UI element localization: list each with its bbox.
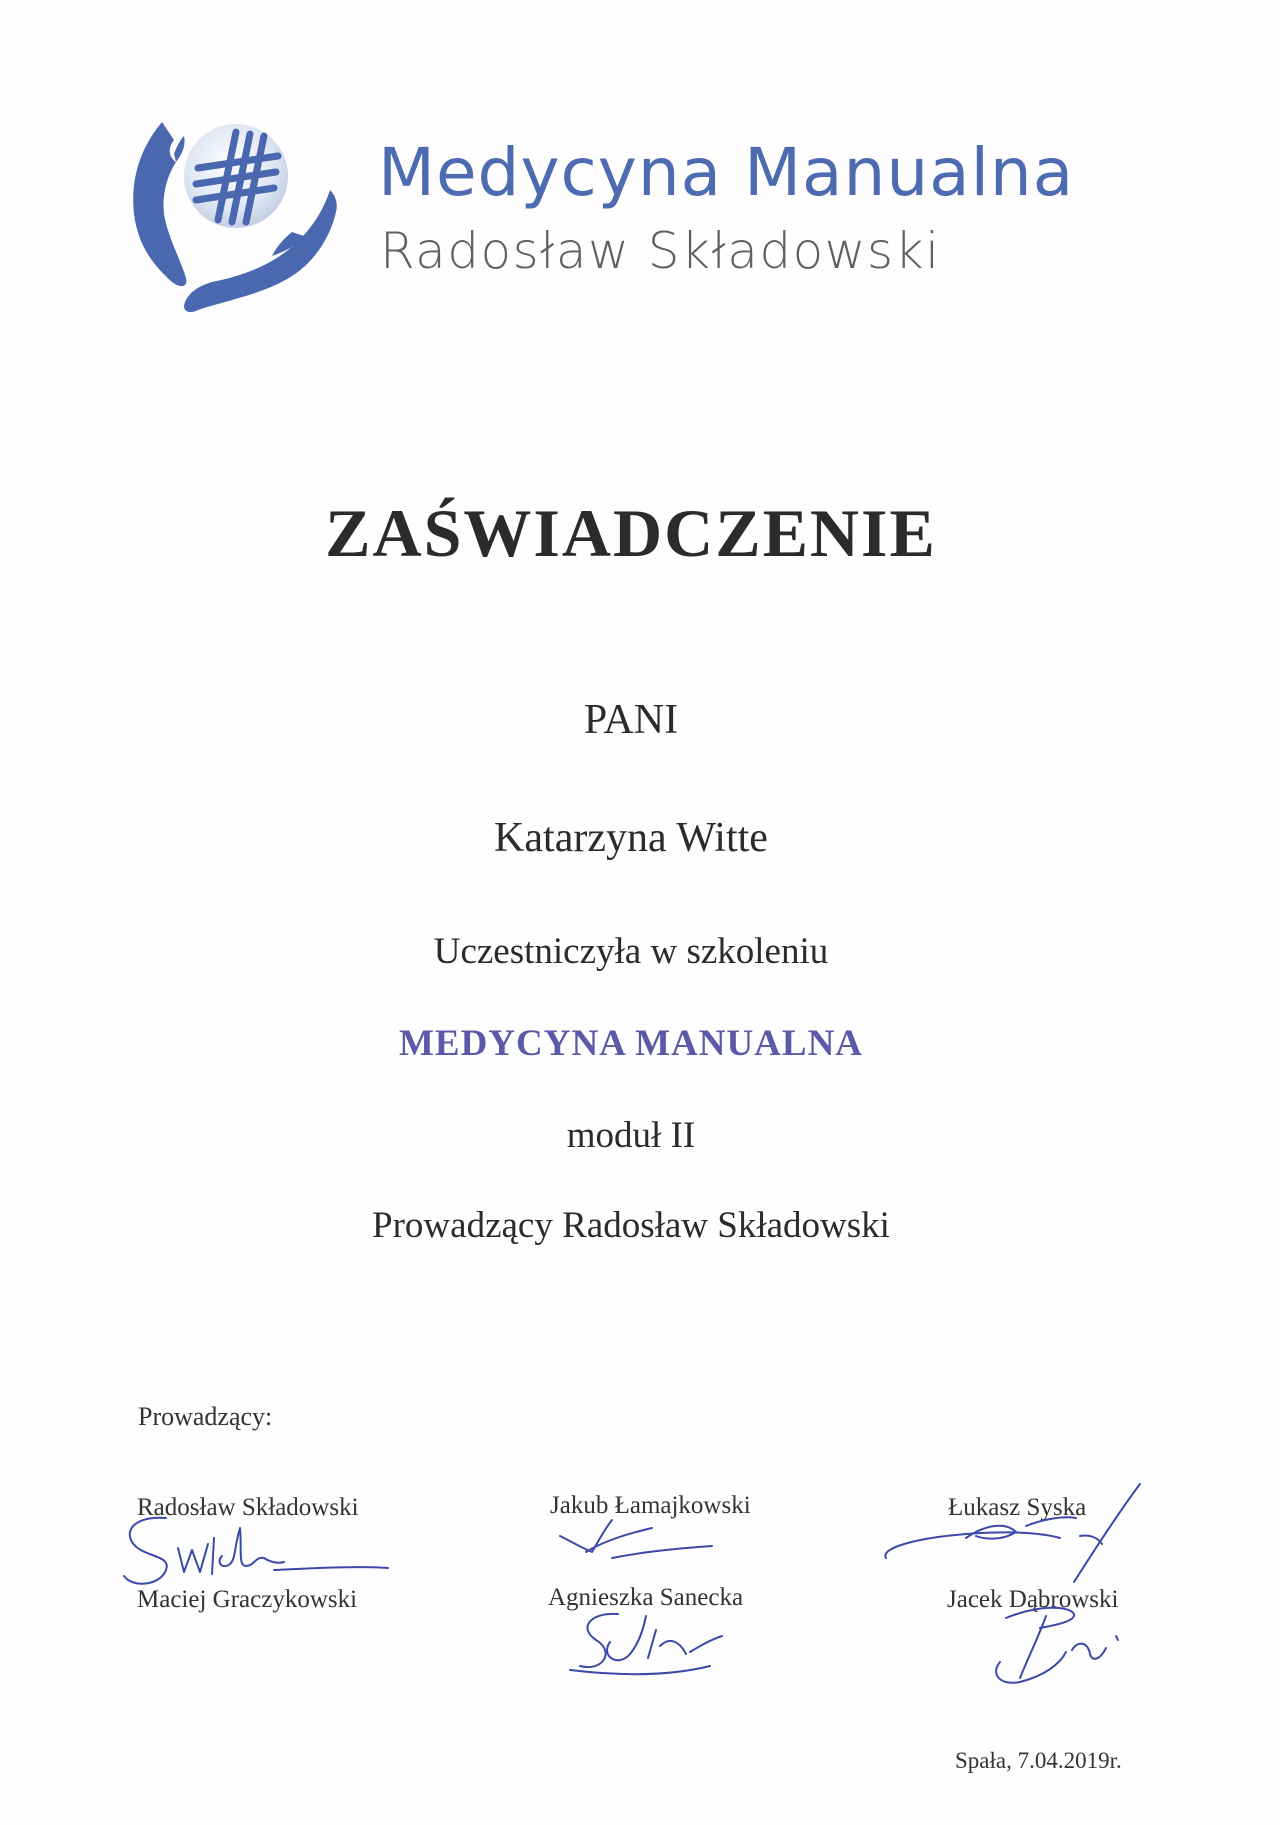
place-and-date: Spała, 7.04.2019r. <box>955 1748 1122 1773</box>
brand-subtitle: Radosław Składowski <box>380 222 941 280</box>
signatory-name: Maciej Graczykowski <box>137 1586 358 1613</box>
handwritten-signature <box>560 1606 740 1686</box>
brand-name: Medycyna Manualna <box>378 134 1075 211</box>
course-module: moduł II <box>566 1115 696 1156</box>
hands-holding-globe-logo <box>124 118 346 314</box>
handwritten-signature <box>552 1512 722 1572</box>
course-name: MEDYCYNA MANUALNA <box>398 1023 864 1064</box>
signatory-name: Radosław Składowski <box>137 1494 359 1521</box>
signatory-name: Łukasz Syska <box>948 1494 1087 1521</box>
signatory-name: Jacek Dąbrowski <box>947 1586 1119 1613</box>
recipient-name: Katarzyna Witte <box>494 815 768 861</box>
salutation: PANI <box>583 697 679 743</box>
signatory-name: Jakub Łamajkowski <box>550 1492 751 1519</box>
instructor-line: Prowadzący Radosław Składowski <box>372 1205 890 1246</box>
document-title: ZAŚWIADCZENIE <box>325 495 937 571</box>
participation-statement: Uczestniczyła w szkoleniu <box>433 931 829 972</box>
signatory-name: Agnieszka Sanecka <box>548 1584 744 1611</box>
signatures-heading: Prowadzący: <box>138 1402 273 1431</box>
